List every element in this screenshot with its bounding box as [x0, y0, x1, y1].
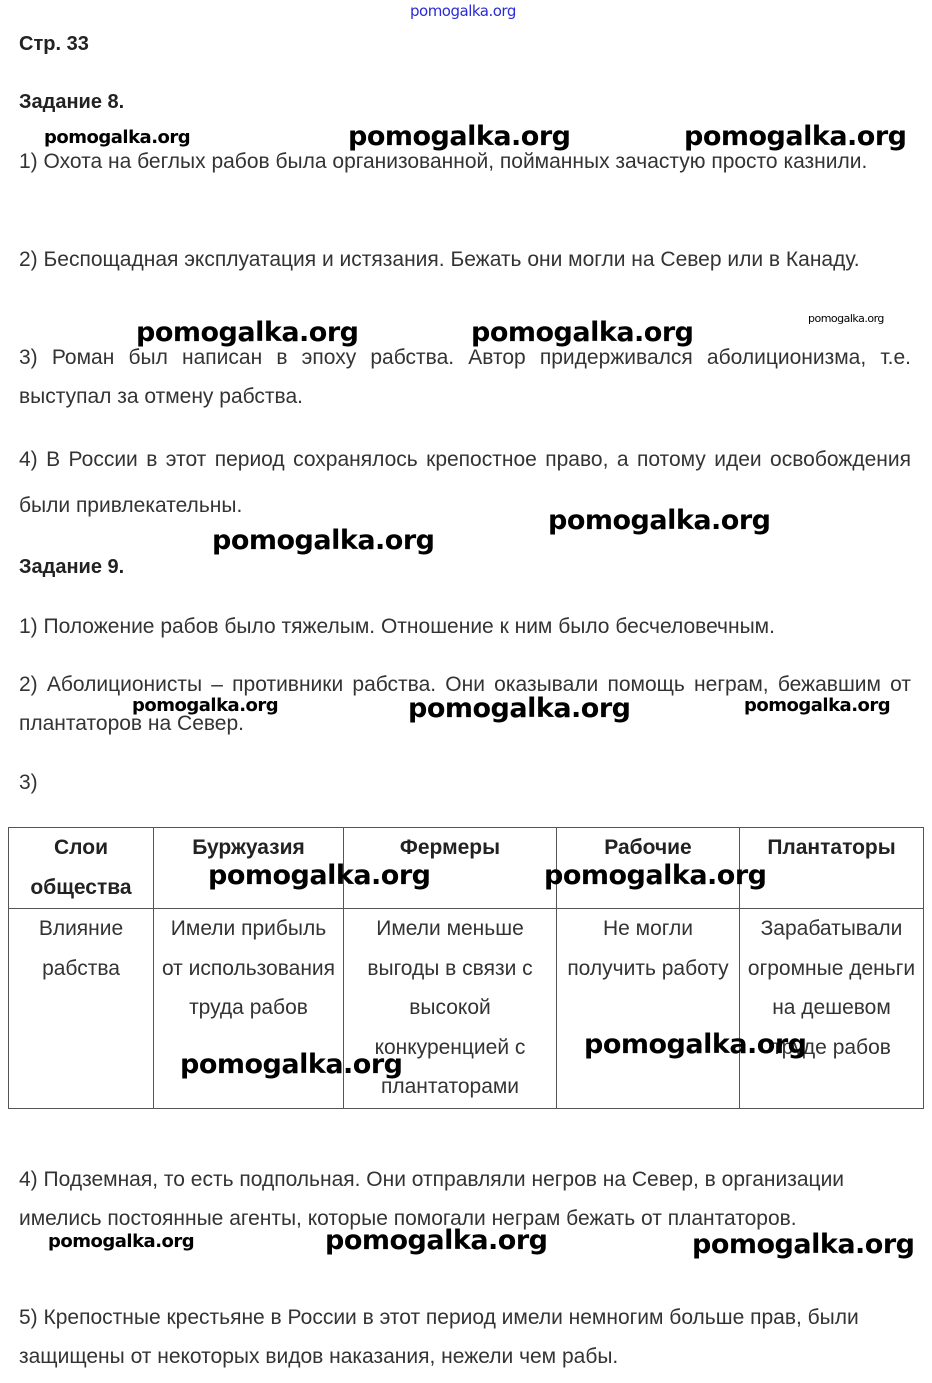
table-header-row [9, 828, 924, 909]
task-8-title: Задание 8. [19, 91, 125, 113]
society-layers-table [8, 827, 924, 1109]
watermark: pomogalka.org [548, 505, 771, 536]
table-header-cell: Фермеры [344, 828, 557, 909]
task-8-answer-4: 4) В России в этот период сохранялось крепостное право, а потому идеи освобождения были привлекательны. [19, 448, 911, 517]
watermark: pomogalka.org [44, 127, 191, 148]
task-9-answer-2: 2) Аболиционисты – противники рабства. Они оказывали помощь неграм, бежавшим от плантаторов на Север. [19, 673, 911, 735]
watermark: pomogalka.org [212, 525, 435, 556]
task-8-answer-3: 3) Роман был написан в эпоху рабства. Автор придерживался аболиционизма, т.е. выступал за отмену рабства. [19, 346, 911, 408]
task-9-answer-5: 5) Крепостные крестьяне в России в этот период имели немногим больше прав, были защищены от некоторых видов наказания, нежели чем рабы. [19, 1306, 859, 1368]
watermark: pomogalka.org [48, 1231, 195, 1252]
table-row [9, 909, 924, 1109]
table-header-cell: Плантаторы [740, 828, 924, 909]
watermark: pomogalka.org [180, 1049, 403, 1080]
table-header-cell: Слои общества [9, 828, 154, 909]
watermark: pomogalka.org [584, 1029, 807, 1060]
watermark: pomogalka.org [348, 121, 571, 152]
table-header-cell: Буржуазия [154, 828, 344, 909]
task-9-title: Задание 9. [19, 556, 125, 578]
watermark: pomogalka.org [408, 693, 631, 724]
table-cell: Не могли получить работу [557, 909, 740, 1109]
table-cell: Имели прибыль от использования труда рабов [154, 909, 344, 1109]
watermark: pomogalka.org [692, 1229, 915, 1260]
table-cell: Влияние рабства [9, 909, 154, 1109]
task-8-answer-2: 2) Беспощадная эксплуатация и истязания. Бежать они могли на Север или в Канаду. [19, 248, 860, 271]
task-9-answer-4: 4) Подземная, то есть подпольная. Они отправляли негров на Север, в организации имелись постоянные агенты, которые помогали неграм бежать от плантаторов. [19, 1168, 845, 1230]
task-8-answer-1: 1) Охота на беглых рабов была организованной, пойманных зачастую просто казнили. [19, 150, 868, 173]
watermark: pomogalka.org [684, 121, 907, 152]
watermark: pomogalka.org [325, 1225, 548, 1256]
watermark: pomogalka.org [208, 860, 431, 891]
table-header-cell: Рабочие [557, 828, 740, 909]
watermark: pomogalka.org [471, 317, 694, 348]
table-cell: Зарабатывали огромные деньги на дешевом труде рабов [740, 909, 924, 1109]
site-watermark-top[interactable]: pomogalka.org [410, 2, 516, 20]
watermark: pomogalka.org [132, 695, 279, 716]
watermark: pomogalka.org [808, 312, 884, 325]
watermark: pomogalka.org [544, 860, 767, 891]
task-9-answer-3-label: 3) [19, 771, 38, 794]
watermark: pomogalka.org [136, 317, 359, 348]
page-number: Стр. 33 [19, 33, 89, 55]
watermark: pomogalka.org [744, 695, 891, 716]
task-9-answer-1: 1) Положение рабов было тяжелым. Отношение к ним было бесчеловечным. [19, 615, 775, 638]
table-cell: Имели меньше выгоды в связи с высокой конкуренцией с плантаторами [344, 909, 557, 1109]
